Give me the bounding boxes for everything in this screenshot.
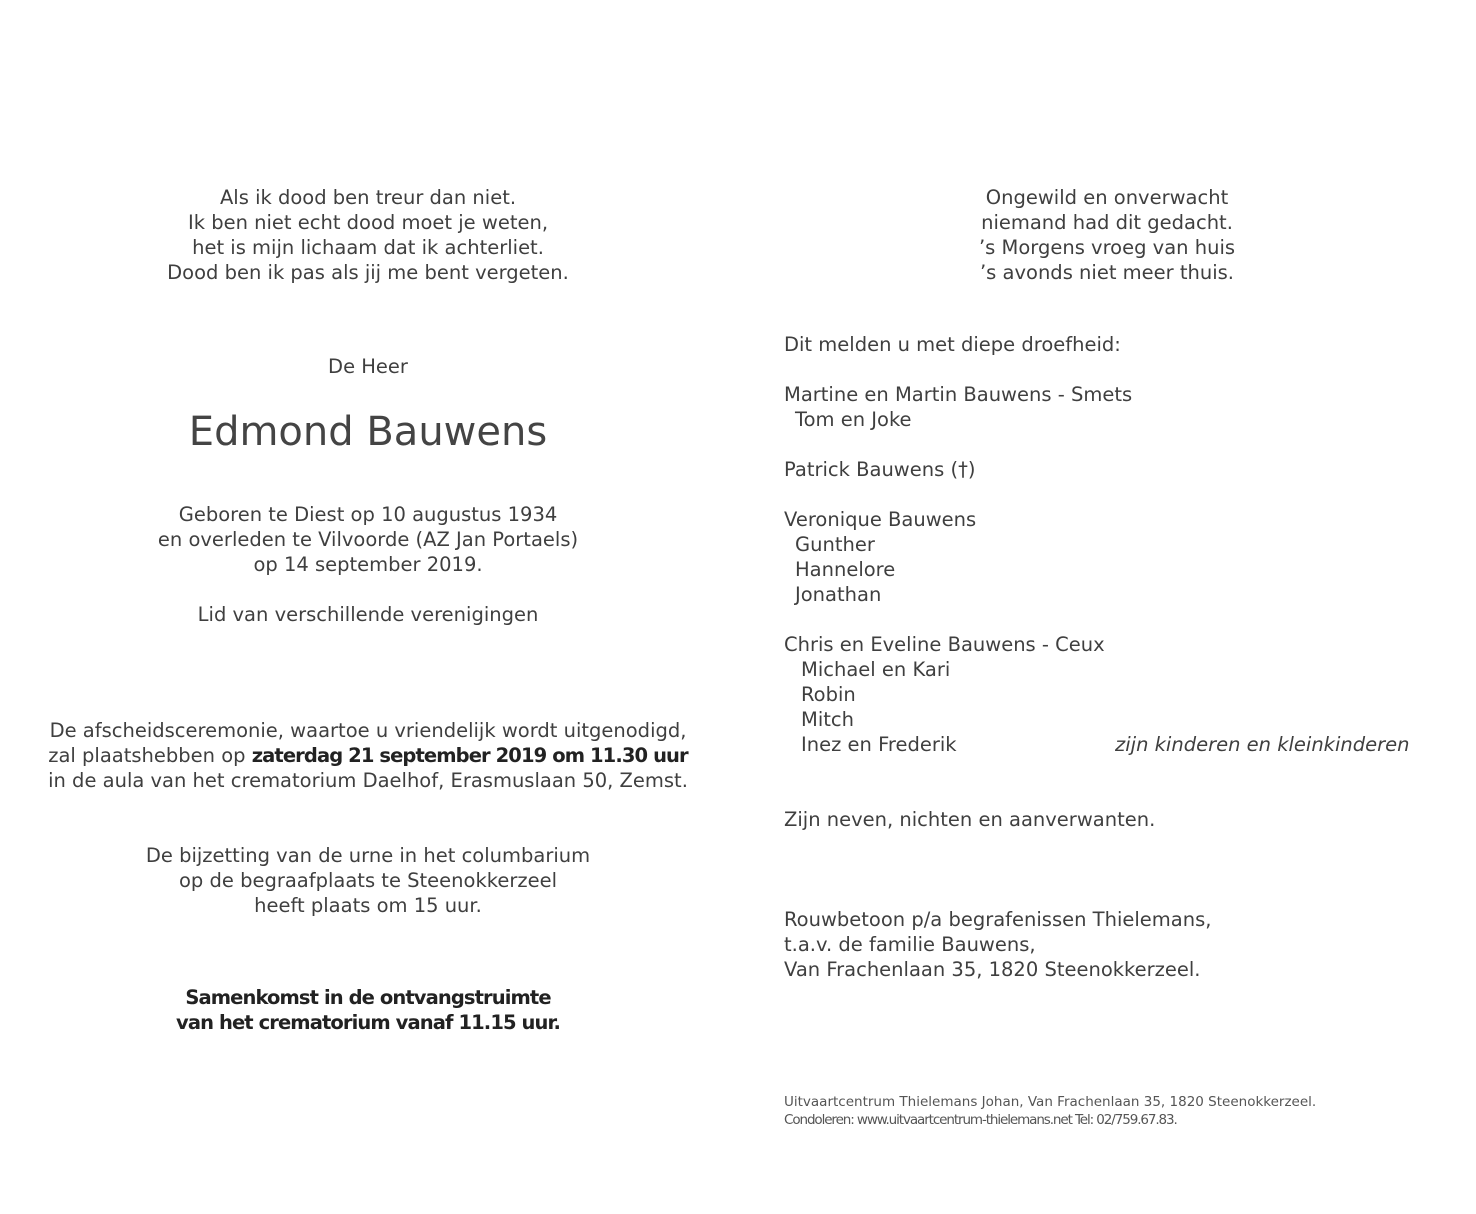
interment-line: De bijzetting van de urne in het columbarium bbox=[145, 844, 591, 867]
poem-line: Dood ben ik pas als jij me bent vergeten. bbox=[167, 261, 569, 284]
grandchild: Inez en Frederik bbox=[801, 733, 957, 756]
address-line: Rouwbetoon p/a begrafenissen Thielemans, bbox=[784, 908, 1212, 931]
deceased-name: Edmond Bauwens bbox=[188, 409, 548, 455]
gathering-line: Samenkomst in de ontvangstruimte bbox=[185, 986, 551, 1009]
address-line: Van Frachenlaan 35, 1820 Steenokkerzeel. bbox=[784, 958, 1201, 981]
poem-line: Ik ben niet echt dood moet je weten, bbox=[187, 211, 549, 234]
footer-line: Condoleren: www.uitvaartcentrum-thielemans.net Tel: 02/759.67.83. bbox=[784, 1112, 1177, 1128]
grandchild: Mitch bbox=[801, 708, 854, 731]
ceremony-line bbox=[48, 743, 688, 768]
family-role: zijn kinderen en kleinkinderen bbox=[1115, 733, 1410, 756]
grandchild: Gunther bbox=[795, 533, 875, 556]
grandchild: Tom en Joke bbox=[795, 408, 912, 431]
grandchild: Jonathan bbox=[795, 583, 882, 606]
poem-line: Als ik dood ben treur dan niet. bbox=[219, 186, 517, 209]
ceremony-prefix: zal plaatshebben op bbox=[48, 744, 252, 767]
poem-line: niemand had dit gedacht. bbox=[981, 211, 1233, 234]
honorific: De Heer bbox=[328, 355, 408, 378]
family-member: Chris en Eveline Bauwens - Ceux bbox=[784, 633, 1105, 656]
interment-line: heeft plaats om 15 uur. bbox=[254, 894, 482, 917]
membership: Lid van verschillende verenigingen bbox=[197, 603, 539, 626]
birth-death-line: op 14 september 2019. bbox=[253, 553, 483, 576]
ceremony-line: in de aula van het crematorium Daelhof, Erasmuslaan 50, Zemst. bbox=[48, 769, 688, 792]
ceremony-line: De afscheidsceremonie, waartoe u vriendelijk wordt uitgenodigd, bbox=[49, 719, 687, 742]
relatives: Zijn neven, nichten en aanverwanten. bbox=[784, 808, 1156, 831]
birth-death-line: Geboren te Diest op 10 augustus 1934 bbox=[178, 503, 558, 526]
family-member: Veronique Bauwens bbox=[784, 508, 977, 531]
grandchild: Michael en Kari bbox=[801, 658, 951, 681]
poem-line: ’s Morgens vroeg van huis bbox=[978, 236, 1236, 259]
poem-line: Ongewild en onverwacht bbox=[985, 186, 1229, 209]
poem-line: ’s avonds niet meer thuis. bbox=[979, 261, 1235, 284]
grandchild: Robin bbox=[801, 683, 856, 706]
gathering-line: van het crematorium vanaf 11.15 uur. bbox=[176, 1011, 560, 1034]
footer-line: Uitvaartcentrum Thielemans Johan, Van Frachenlaan 35, 1820 Steenokkerzeel. bbox=[784, 1094, 1317, 1110]
family-member: Martine en Martin Bauwens - Smets bbox=[784, 383, 1133, 406]
family-member: Patrick Bauwens (†) bbox=[784, 458, 976, 481]
ceremony-datetime: zaterdag 21 september 2019 om 11.30 uur bbox=[251, 744, 688, 767]
interment-line: op de begraafplaats te Steenokkerzeel bbox=[178, 869, 558, 892]
poem-line: het is mijn lichaam dat ik achterliet. bbox=[192, 236, 544, 259]
announcement: Dit melden u met diepe droefheid: bbox=[784, 333, 1121, 356]
birth-death-line: en overleden te Vilvoorde (AZ Jan Portaels) bbox=[157, 528, 579, 551]
address-line: t.a.v. de familie Bauwens, bbox=[784, 933, 1036, 956]
grandchild: Hannelore bbox=[795, 558, 896, 581]
